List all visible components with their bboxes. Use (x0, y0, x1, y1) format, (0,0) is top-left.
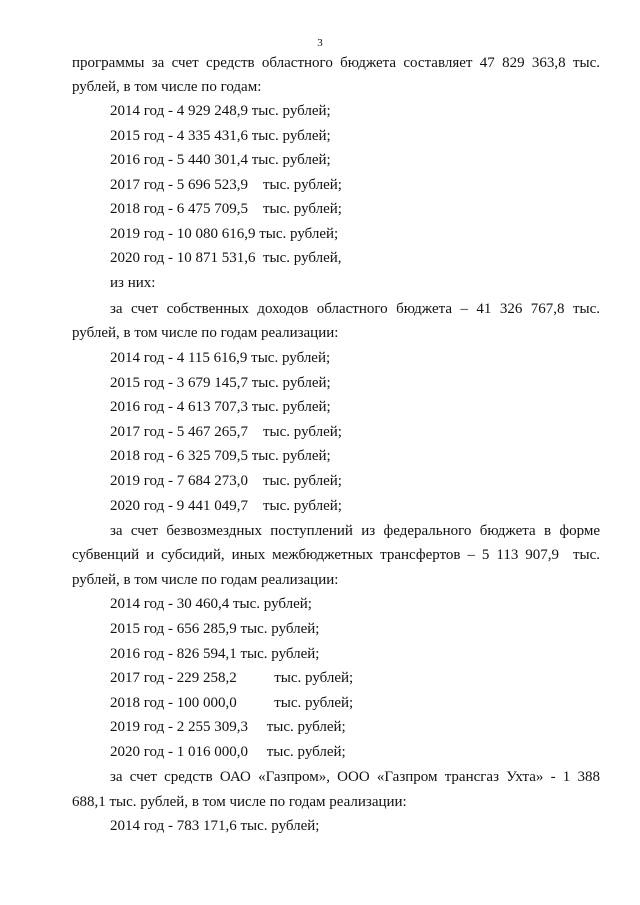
text-line: 688,1 тыс. рублей, в том числе по годам реализации: (72, 794, 407, 810)
text-line: рублей, в том числе по годам реализации: (72, 325, 339, 341)
text-line: субвенций и субсидий, иных межбюджетных трансфертов – 5 113 907,9 тыс. (72, 547, 600, 563)
text-line: 2014 год - 30 460,4 тыс. рублей; (110, 596, 312, 612)
text-line: 2014 год - 783 171,6 тыс. рублей; (110, 818, 320, 834)
text-line: 2019 год - 10 080 616,9 тыс. рублей; (110, 226, 339, 242)
text-line: 2016 год - 5 440 301,4 тыс. рублей; (110, 152, 331, 168)
text-line: 2015 год - 4 335 431,6 тыс. рублей; (110, 128, 331, 144)
text-line: 2016 год - 826 594,1 тыс. рублей; (110, 646, 320, 662)
text-line: 2019 год - 2 255 309,3 тыс. рублей; (110, 719, 346, 735)
text-line: за счет безвозмездных поступлений из федерального бюджета в форме (110, 523, 600, 539)
text-line: рублей, в том числе по годам: (72, 79, 262, 95)
text-line: рублей, в том числе по годам реализации: (72, 572, 339, 588)
text-line: 2020 год - 9 441 049,7 тыс. рублей; (110, 498, 342, 514)
text-line: за счет средств ОАО «Газпром», ООО «Газпром трансгаз Ухта» - 1 388 (110, 769, 600, 785)
text-line: программы за счет средств областного бюджета составляет 47 829 363,8 тыс. (72, 55, 600, 71)
text-line: 2020 год - 10 871 531,6 тыс. рублей, (110, 250, 342, 266)
text-line: 2017 год - 229 258,2 тыс. рублей; (110, 670, 354, 686)
text-line: 2017 год - 5 467 265,7 тыс. рублей; (110, 424, 342, 440)
text-line: 2014 год - 4 929 248,9 тыс. рублей; (110, 103, 331, 119)
text-line: за счет собственных доходов областного бюджета – 41 326 767,8 тыс. (110, 301, 600, 317)
text-line: 2014 год - 4 115 616,9 тыс. рублей; (110, 350, 331, 366)
text-line: 2017 год - 5 696 523,9 тыс. рублей; (110, 177, 342, 193)
text-line: 2019 год - 7 684 273,0 тыс. рублей; (110, 473, 342, 489)
text-line: 2018 год - 6 325 709,5 тыс. рублей; (110, 448, 331, 464)
text-line: 2016 год - 4 613 707,3 тыс. рублей; (110, 399, 331, 415)
text-line: 2018 год - 100 000,0 тыс. рублей; (110, 695, 354, 711)
text-line: 2015 год - 656 285,9 тыс. рублей; (110, 621, 320, 637)
text-line: из них: (110, 275, 156, 291)
text-line: 2020 год - 1 016 000,0 тыс. рублей; (110, 744, 346, 760)
text-line: 2018 год - 6 475 709,5 тыс. рублей; (110, 201, 342, 217)
text-line: 2015 год - 3 679 145,7 тыс. рублей; (110, 375, 331, 391)
page-number: 3 (317, 37, 323, 49)
